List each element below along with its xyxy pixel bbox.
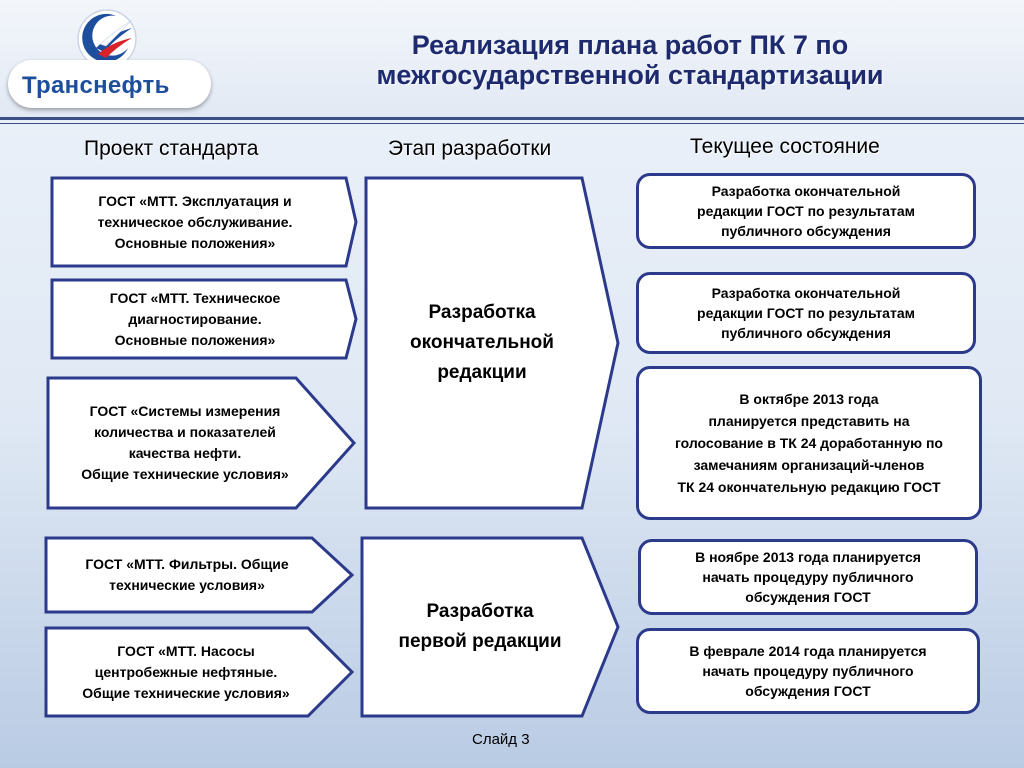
project-1-line2: техническое обслуживание. <box>97 213 293 230</box>
slide-number: Слайд 3 <box>472 731 530 748</box>
column-heading-status: Текущее состояние <box>690 135 880 158</box>
project-4-line2: технические условия» <box>109 577 265 593</box>
status-3-line4: замечаниям организаций-членов <box>693 457 925 473</box>
status-2-line2: редакции ГОСТ по результатам <box>697 305 915 321</box>
status-2-line1: Разработка окончательной <box>711 285 901 301</box>
project-5-line1: ГОСТ «МТТ. Насосы <box>117 642 255 659</box>
stage-arrow-final <box>364 176 622 510</box>
project-1-line1: ГОСТ «МТТ. Эксплуатация и <box>98 192 292 209</box>
project-5-line2: центробежные нефтяные. <box>94 663 278 680</box>
stage-first-line1: Разработка <box>426 601 534 622</box>
status-4-line3: обсуждения ГОСТ <box>745 589 871 605</box>
project-text-2 <box>50 278 340 360</box>
stage-final-line3: редакции <box>437 362 527 383</box>
stage-arrow-first <box>360 536 622 718</box>
status-5-line1: В феврале 2014 года планируется <box>689 643 927 659</box>
project-1-line3: Основные положения» <box>114 234 276 251</box>
project-4-line1: ГОСТ «МТТ. Фильтры. Общие <box>85 556 289 572</box>
stage-text-first <box>360 536 600 718</box>
project-3-line4: Общие технические условия» <box>81 466 289 482</box>
status-3-line1: В октябре 2013 года <box>739 391 879 407</box>
project-text-1 <box>50 176 340 268</box>
project-chevron-2 <box>50 278 360 360</box>
status-4-line1: В ноябре 2013 года планируется <box>695 549 921 565</box>
project-2-line2: диагностирование. <box>128 310 262 327</box>
status-3-line2: планируется представить на <box>708 413 910 429</box>
project-chevron-3 <box>46 376 358 510</box>
column-heading-project: Проект стандарта <box>84 137 259 160</box>
project-chevron-4 <box>44 536 356 614</box>
project-2-line1: ГОСТ «МТТ. Техническое <box>109 289 281 306</box>
status-box-3 <box>636 366 982 520</box>
project-text-3 <box>46 376 324 510</box>
stage-final-line1: Разработка <box>428 302 536 323</box>
status-box-4 <box>638 539 978 615</box>
status-box-1 <box>636 173 976 249</box>
header-divider-thin <box>0 123 1024 124</box>
project-chevron-1 <box>50 176 360 268</box>
page-title <box>260 30 1000 90</box>
project-text-4 <box>44 536 330 614</box>
status-5-line3: обсуждения ГОСТ <box>745 683 871 699</box>
status-1-line3: публичного обсуждения <box>721 223 891 239</box>
project-chevron-5 <box>44 626 356 718</box>
stage-text-final <box>364 176 600 510</box>
stage-first-line2: первой редакции <box>398 631 562 652</box>
status-box-2 <box>636 272 976 354</box>
status-3-line5: ТК 24 окончательную редакцию ГОСТ <box>677 479 941 495</box>
project-3-line1: ГОСТ «Системы измерения <box>89 403 281 419</box>
status-2-line3: публичного обсуждения <box>721 325 891 341</box>
status-3-line3: голосование в ТК 24 доработанную по <box>675 435 943 451</box>
status-4-line2: начать процедуру публичного <box>702 569 914 585</box>
header-divider <box>0 117 1024 120</box>
column-heading-stage: Этап разработки <box>388 137 552 160</box>
logo-text: Транснефть <box>22 72 170 99</box>
status-1-line2: редакции ГОСТ по результатам <box>697 203 915 219</box>
status-1-line1: Разработка окончательной <box>711 183 901 199</box>
status-5-line2: начать процедуру публичного <box>702 663 914 679</box>
page-title-line2: межгосударственной стандартизации <box>376 60 884 90</box>
project-3-line2: количества и показателей <box>94 424 276 440</box>
project-2-line3: Основные положения» <box>114 331 276 348</box>
status-box-5 <box>636 628 980 714</box>
project-5-line3: Общие технические условия» <box>82 684 290 701</box>
project-3-line3: качества нефти. <box>128 445 242 461</box>
project-text-5 <box>44 626 328 718</box>
stage-final-line2: окончательной <box>410 332 554 353</box>
page-title-line1: Реализация плана работ ПК 7 по <box>411 30 849 60</box>
